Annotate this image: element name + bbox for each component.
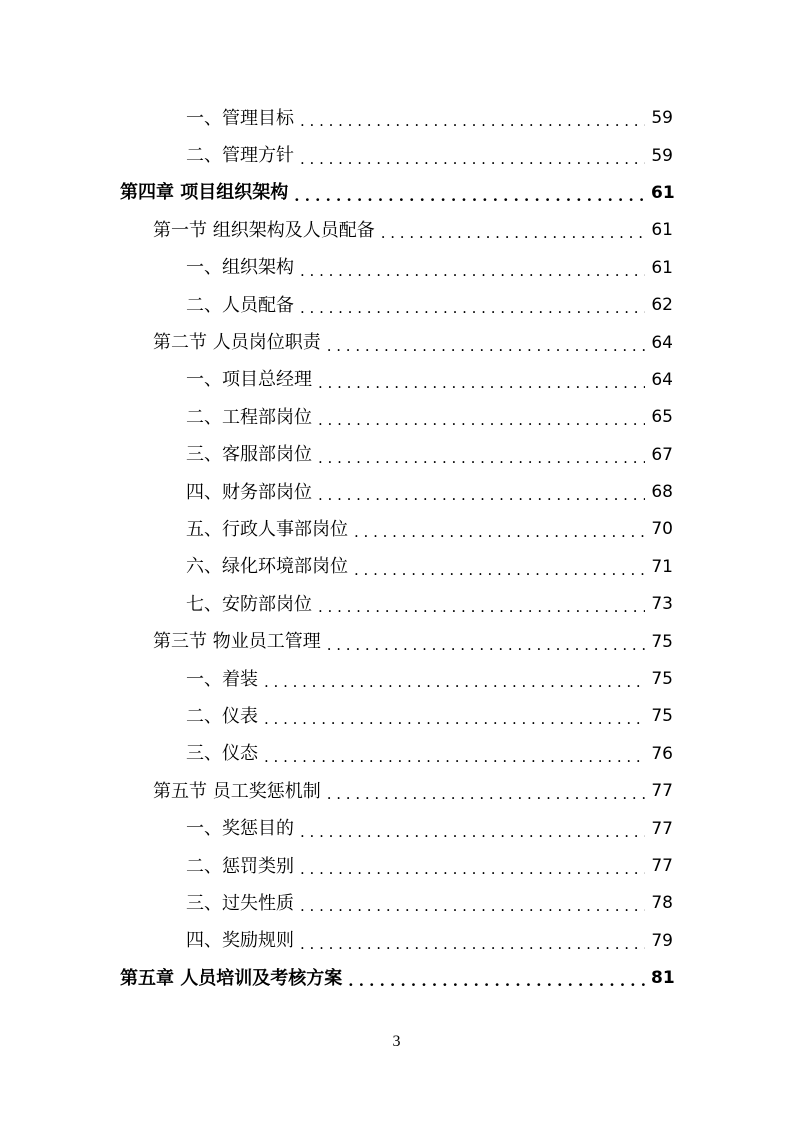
toc-entry-page: 61 <box>651 182 675 203</box>
toc-entry-title: 第三节 物业员工管理 <box>153 631 321 653</box>
toc-entry-title: 第五章 人员培训及考核方案 <box>120 967 343 989</box>
toc-entry-page: 77 <box>651 781 673 802</box>
toc-dot-leader <box>327 339 645 354</box>
toc-entry-title: 四、财务部岗位 <box>186 481 312 503</box>
toc-entry-chapter[interactable] <box>0 175 793 212</box>
toc-entry-title: 三、客服部岗位 <box>186 444 312 466</box>
toc-entry-section[interactable] <box>0 623 793 660</box>
toc-dot-leader <box>354 563 645 578</box>
toc-entry-item[interactable] <box>0 885 793 922</box>
toc-dot-leader <box>327 787 645 802</box>
toc-entry-item[interactable] <box>0 399 793 436</box>
toc-entry-page: 77 <box>651 818 673 839</box>
toc-entry-page: 81 <box>651 968 675 989</box>
toc-entry-item[interactable] <box>0 848 793 885</box>
toc-entry-page: 59 <box>651 108 673 129</box>
toc-entry-item[interactable] <box>0 549 793 586</box>
toc-entry-title: 六、绿化环境部岗位 <box>186 556 348 578</box>
toc-dot-leader <box>300 862 645 877</box>
toc-entry-item[interactable] <box>0 810 793 847</box>
toc-dot-leader <box>318 413 645 428</box>
toc-entry-page: 67 <box>651 444 673 465</box>
toc-entry-title: 一、组织架构 <box>186 257 294 279</box>
toc-entry-title: 二、人员配备 <box>186 294 294 316</box>
toc-entry-title: 第五节 员工奖惩机制 <box>153 780 321 802</box>
toc-entry-page: 79 <box>651 930 673 951</box>
toc-entry-item[interactable] <box>0 100 793 137</box>
toc-entry-item[interactable] <box>0 474 793 511</box>
toc-entry-item[interactable] <box>0 661 793 698</box>
toc-entry-title: 第二节 人员岗位职责 <box>153 332 321 354</box>
toc-dot-leader <box>264 712 645 727</box>
toc-dot-leader <box>318 376 645 391</box>
toc-dot-leader <box>327 638 645 653</box>
toc-entry-page: 75 <box>651 669 673 690</box>
toc-dot-leader <box>300 301 645 316</box>
toc-entry-title: 第四章 项目组织架构 <box>120 182 289 204</box>
toc-entry-chapter[interactable] <box>0 960 793 997</box>
toc-dot-leader <box>300 937 645 952</box>
page-number: 3 <box>392 1033 401 1050</box>
toc-dot-leader <box>300 825 645 840</box>
toc-dot-leader <box>318 600 645 615</box>
toc-entry-title: 一、着装 <box>186 668 258 690</box>
toc-entry-section[interactable] <box>0 324 793 361</box>
toc-entry-page: 73 <box>651 594 673 615</box>
toc-entry-item[interactable] <box>0 362 793 399</box>
toc-entry-title: 二、惩罚类别 <box>186 855 294 877</box>
toc-entry-page: 68 <box>651 482 673 503</box>
toc-entry-item[interactable] <box>0 736 793 773</box>
toc-entry-page: 64 <box>651 332 673 353</box>
toc-entry-title: 七、安防部岗位 <box>186 593 312 615</box>
toc-entry-page: 62 <box>651 295 673 316</box>
toc-entry-title: 二、管理方针 <box>186 145 294 167</box>
toc-entry-title: 一、奖惩目的 <box>186 818 294 840</box>
toc-entry-item[interactable] <box>0 698 793 735</box>
toc-entry-page: 65 <box>651 407 673 428</box>
toc-entry-item[interactable] <box>0 250 793 287</box>
toc-entry-page: 75 <box>651 631 673 652</box>
toc-dot-leader <box>381 226 645 241</box>
toc-dot-leader <box>300 152 645 167</box>
toc-entry-page: 75 <box>651 706 673 727</box>
toc-entry-item[interactable] <box>0 287 793 324</box>
toc-entry-page: 71 <box>651 556 673 577</box>
toc-entry-page: 61 <box>651 220 673 241</box>
toc-dot-leader <box>348 974 645 989</box>
toc-dot-leader <box>300 899 645 914</box>
toc-entry-title: 第一节 组织架构及人员配备 <box>153 219 375 241</box>
toc-entry-page: 70 <box>651 519 673 540</box>
toc-entry-item[interactable] <box>0 137 793 174</box>
toc-dot-leader <box>318 451 645 466</box>
toc-dot-leader <box>318 488 645 503</box>
toc-dot-leader <box>354 525 645 540</box>
toc-dot-leader <box>264 675 645 690</box>
toc-entry-page: 77 <box>651 856 673 876</box>
toc-entry-title: 三、仪态 <box>186 743 258 765</box>
toc-entry-section[interactable] <box>0 212 793 249</box>
toc-entry-page: 61 <box>651 257 673 278</box>
toc-dot-leader <box>300 114 645 129</box>
toc-entry-title: 一、管理目标 <box>186 107 294 129</box>
toc-entry-title: 五、行政人事部岗位 <box>186 518 348 540</box>
toc-entry-title: 四、奖励规则 <box>186 930 294 952</box>
toc-entry-item[interactable] <box>0 437 793 474</box>
toc-entry-item[interactable] <box>0 586 793 623</box>
toc-entry-page: 78 <box>651 893 673 914</box>
toc-entry-title: 二、仪表 <box>186 705 258 727</box>
toc-entry-title: 二、工程部岗位 <box>186 406 312 428</box>
toc-entry-page: 76 <box>651 743 673 764</box>
toc-dot-leader <box>300 264 645 279</box>
toc-dot-leader <box>294 189 645 204</box>
toc-entry-title: 三、过失性质 <box>186 892 294 914</box>
toc-entry-section[interactable] <box>0 773 793 810</box>
toc-entry-page: 64 <box>651 369 673 390</box>
table-of-contents <box>0 100 793 997</box>
toc-dot-leader <box>264 750 645 765</box>
toc-entry-item[interactable] <box>0 511 793 548</box>
toc-entry-page: 59 <box>651 145 673 166</box>
toc-entry-item[interactable] <box>0 923 793 960</box>
toc-entry-title: 一、项目总经理 <box>186 369 312 391</box>
